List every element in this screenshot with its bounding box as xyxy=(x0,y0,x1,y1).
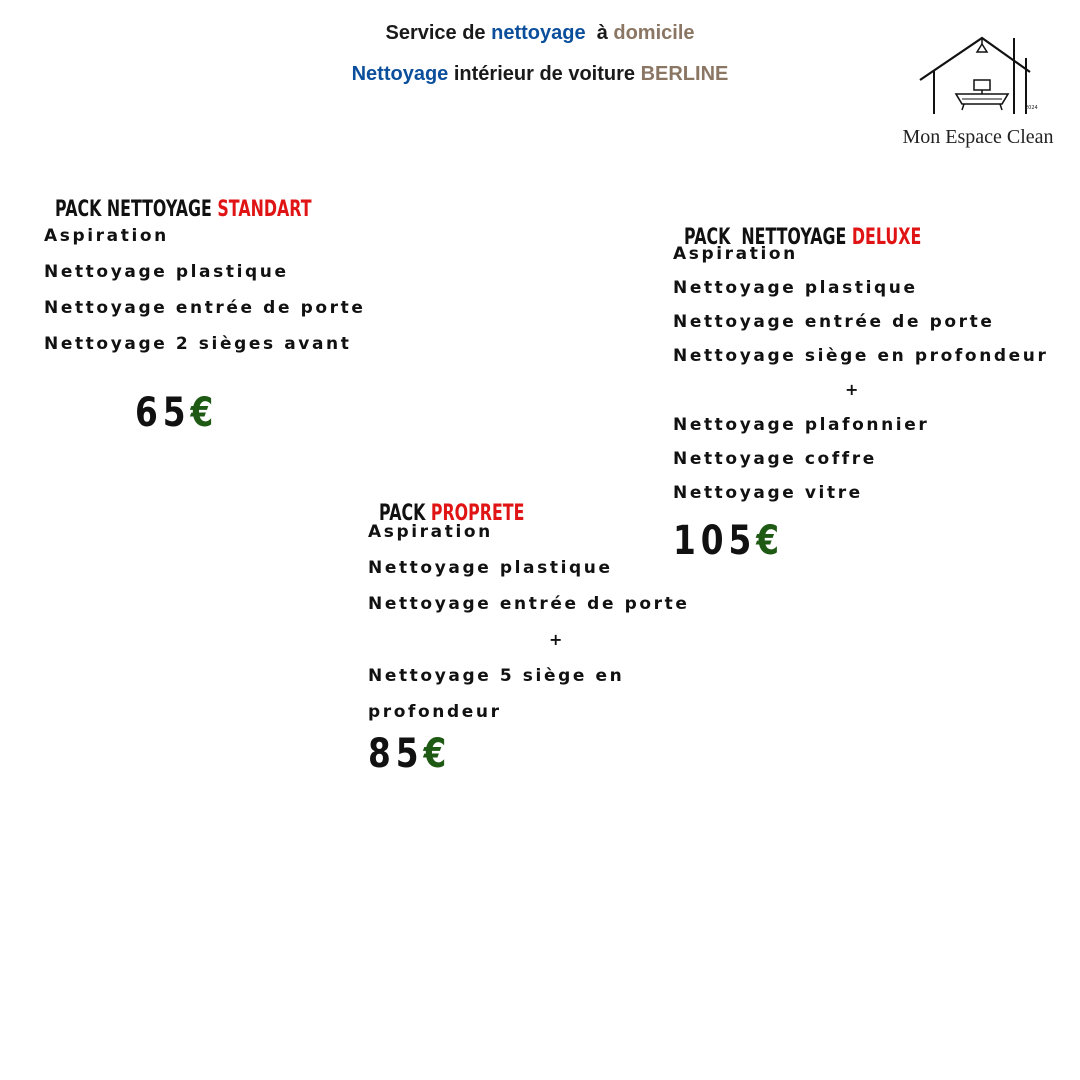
pack-proprete-extra-item: profondeur xyxy=(368,702,502,722)
pack-standart-item: Aspiration xyxy=(44,226,169,246)
pack-proprete-extra-item: Nettoyage 5 siège en xyxy=(368,666,625,686)
pack-deluxe-plus: + xyxy=(845,380,859,399)
pack-deluxe-price-value: 105 xyxy=(673,518,757,564)
pack-deluxe-extra-item: Nettoyage vitre xyxy=(673,483,863,503)
pack-proprete-title-highlight: PROPRETE xyxy=(430,501,525,526)
euro-symbol: € xyxy=(423,731,452,777)
header-berline-highlight: BERLINE xyxy=(640,63,729,85)
pack-proprete-item: Nettoyage plastique xyxy=(368,558,613,578)
header-domicile-highlight: domicile xyxy=(613,22,695,44)
pack-deluxe-list xyxy=(673,244,1049,517)
pack-deluxe-item: Nettoyage entrée de porte xyxy=(673,312,995,332)
pack-standart-price-value: 65 xyxy=(135,390,191,436)
header-a-text: à xyxy=(585,22,614,44)
pack-standart-price xyxy=(135,390,218,436)
brand-logo xyxy=(888,30,1068,155)
pack-deluxe-price xyxy=(673,518,784,564)
pack-deluxe-extra-item: Nettoyage plafonnier xyxy=(673,415,930,435)
pack-proprete-item: Aspiration xyxy=(368,522,493,542)
pack-deluxe-item: Nettoyage plastique xyxy=(673,278,918,298)
pack-standart-item: Nettoyage 2 sièges avant xyxy=(44,334,352,354)
pack-proprete-list xyxy=(368,522,690,738)
pack-standart-item: Nettoyage plastique xyxy=(44,262,289,282)
pack-deluxe-extra-item: Nettoyage coffre xyxy=(673,449,877,469)
house-icon xyxy=(916,30,1036,118)
pack-proprete-title-prefix: PACK xyxy=(379,501,431,526)
pack-proprete-price-value: 85 xyxy=(368,731,424,777)
pack-standart-title-prefix: PACK NETTOYAGE xyxy=(55,197,218,222)
pack-proprete-item: Nettoyage entrée de porte xyxy=(368,594,690,614)
pack-deluxe-title xyxy=(673,200,921,250)
pack-deluxe-title-highlight: DELUXE xyxy=(851,225,922,250)
pack-standart-title xyxy=(44,172,312,222)
pack-deluxe-item: Aspiration xyxy=(673,244,798,264)
pack-standart-item: Nettoyage entrée de porte xyxy=(44,298,366,318)
header-interieur-text: intérieur de voiture xyxy=(448,63,641,85)
pack-standart-list xyxy=(44,226,366,370)
pack-proprete-title xyxy=(368,476,524,526)
pack-standart-title-highlight: STANDART xyxy=(217,197,312,222)
logo-brand-name: Mon Espace Clean xyxy=(902,126,1054,148)
pack-deluxe-item: Nettoyage siège en profondeur xyxy=(673,346,1049,366)
pack-deluxe-title-prefix: PACK NETTOYAGE xyxy=(684,225,852,250)
euro-symbol: € xyxy=(190,390,219,436)
pack-proprete-price xyxy=(368,731,451,777)
pack-proprete-plus: + xyxy=(549,630,563,649)
header-service-text: Service de xyxy=(385,22,492,44)
euro-symbol: € xyxy=(756,518,784,564)
header-nettoyage-highlight: nettoyage xyxy=(491,22,586,44)
logo-year: 2024 xyxy=(1025,105,1038,111)
header-nettoyage-blue: Nettoyage xyxy=(351,63,449,85)
